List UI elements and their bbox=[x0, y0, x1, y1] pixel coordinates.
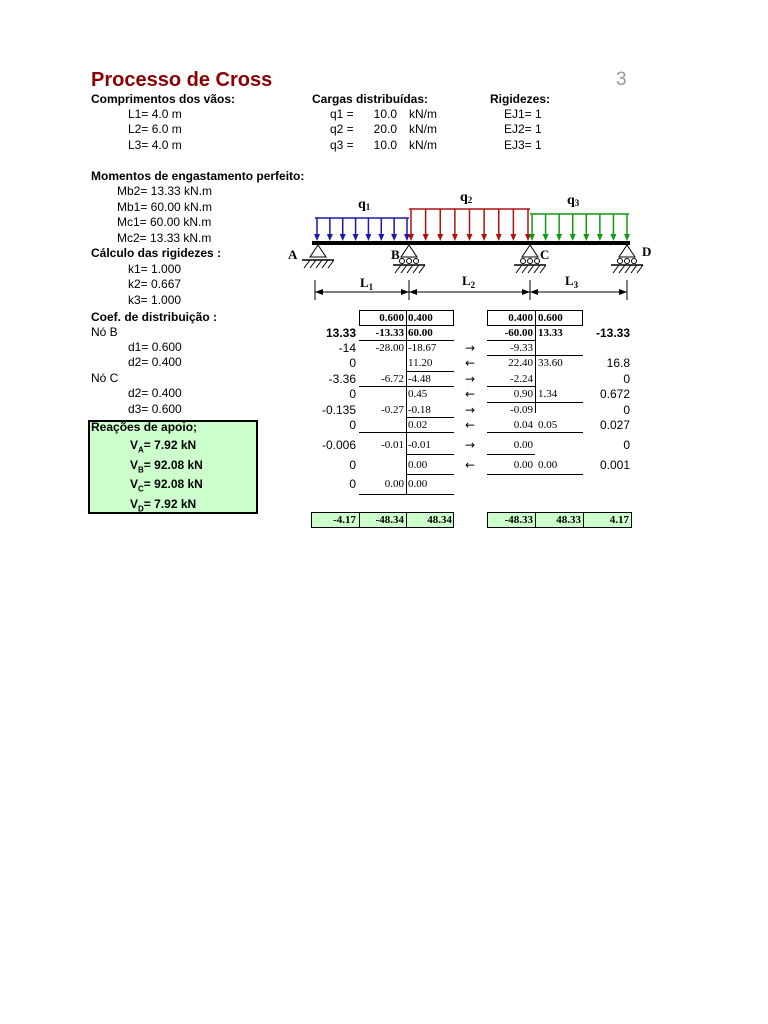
support-label-c: C bbox=[540, 247, 550, 262]
node-c-label: Nó C bbox=[91, 371, 119, 385]
table-rule bbox=[359, 386, 454, 387]
table-cell: 0.02 bbox=[408, 419, 428, 431]
table-cell: 0.90 bbox=[513, 388, 533, 400]
total-cell: -48.34 bbox=[375, 514, 404, 526]
transfer-arrow: ← bbox=[464, 356, 476, 370]
moment-mb1: Mb1= 60.00 kN.m bbox=[117, 200, 213, 214]
load-arrow-head bbox=[391, 234, 397, 241]
support-label-b: B bbox=[391, 247, 400, 262]
table-rule bbox=[487, 355, 583, 356]
total-cell: 48.34 bbox=[427, 514, 452, 526]
rigidity-k3: k3= 1.000 bbox=[128, 293, 182, 307]
stiffness-ej2: EJ2= 1 bbox=[504, 122, 542, 136]
loads-header: Cargas distribuídas: bbox=[312, 92, 429, 106]
load-arrow-head bbox=[496, 234, 502, 241]
node-b-d2: d2= 0.400 bbox=[128, 355, 182, 369]
transfer-arrow: → bbox=[464, 438, 476, 452]
load-label: q1 = bbox=[330, 107, 354, 121]
load-arrow-head bbox=[529, 234, 535, 241]
moment-mc2: Mc2= 13.33 kN.m bbox=[117, 231, 212, 245]
table-cell: 0.45 bbox=[408, 388, 428, 400]
table-rule bbox=[406, 454, 454, 455]
table-cell: -0.01 bbox=[381, 439, 404, 451]
reaction-vc: $V_C= 92.08$ kN bbox=[130, 477, 203, 494]
table-cell: 1.34 bbox=[538, 388, 558, 400]
load-unit: kN/m bbox=[409, 138, 437, 152]
table-cell: 13.33 bbox=[325, 326, 356, 340]
q2-label: q2 bbox=[460, 190, 473, 205]
load-label: q2 = bbox=[330, 122, 354, 136]
table-cell: 0 bbox=[623, 372, 630, 386]
load-arrow-head bbox=[408, 234, 414, 241]
load-arrow-head bbox=[314, 234, 320, 241]
load-arrow-head bbox=[423, 234, 429, 241]
span-label-l1: $L_1$ bbox=[360, 275, 374, 292]
load-arrow-head bbox=[452, 234, 458, 241]
total-cell: -48.33 bbox=[504, 514, 533, 526]
table-rule bbox=[359, 494, 454, 495]
moment-mc1: Mc1= 60.00 kN.m bbox=[117, 215, 212, 229]
q3-label: q3 bbox=[567, 193, 580, 208]
load-arrow-head bbox=[378, 234, 384, 241]
beam-diagram bbox=[0, 0, 768, 310]
table-rule bbox=[487, 386, 535, 387]
table-cell: 0.00 bbox=[384, 478, 404, 490]
table-cell: 0 bbox=[349, 477, 356, 491]
dist-coef: 0.400 bbox=[508, 312, 533, 324]
table-cell: 0.001 bbox=[599, 458, 630, 472]
span-l3: L3= 4.0 m bbox=[128, 138, 182, 152]
table-rule bbox=[359, 432, 454, 433]
table-cell: 0 bbox=[349, 458, 356, 472]
load-q3-arrows bbox=[529, 214, 630, 241]
load-arrow-head bbox=[467, 234, 473, 241]
total-cell: 4.17 bbox=[609, 514, 629, 526]
node-c-d2: d2= 0.400 bbox=[128, 386, 182, 400]
load-arrow-head bbox=[481, 234, 487, 241]
table-rule bbox=[406, 417, 454, 418]
load-label: q3 = bbox=[330, 138, 354, 152]
transfer-arrow: ← bbox=[464, 418, 476, 432]
table-rule bbox=[406, 474, 454, 475]
load-unit: kN/m bbox=[409, 122, 437, 136]
coef-header: Coef. de distribuição : bbox=[91, 310, 218, 324]
rigidity-k2: k2= 0.667 bbox=[128, 277, 182, 291]
transfer-arrow: → bbox=[464, 403, 476, 417]
load-arrow-head bbox=[597, 234, 603, 241]
table-cell: 0 bbox=[349, 418, 356, 432]
table-cell: 0.00 bbox=[513, 439, 533, 451]
table-cell: 0.00 bbox=[408, 478, 428, 490]
table-cell: -0.09 bbox=[510, 404, 533, 416]
load-q1-arrows bbox=[314, 218, 410, 241]
load-q2-arrows bbox=[408, 209, 531, 241]
dist-coef: 0.600 bbox=[538, 312, 563, 324]
span-label-l2: $L_2$ bbox=[462, 273, 476, 290]
stiffness-ej3: EJ3= 1 bbox=[504, 138, 542, 152]
table-cell: -0.27 bbox=[381, 404, 404, 416]
table-cell: -13.33 bbox=[375, 327, 404, 339]
table-cell: 0.00 bbox=[513, 459, 533, 471]
load-arrow-head bbox=[570, 234, 576, 241]
load-arrow-head bbox=[437, 234, 443, 241]
table-rule bbox=[406, 371, 454, 372]
span-l2: L2= 6.0 m bbox=[128, 122, 182, 136]
table-cell: -0.01 bbox=[408, 439, 431, 451]
table-cell: 0 bbox=[623, 438, 630, 452]
table-cell: 0 bbox=[349, 387, 356, 401]
span-l1: L1= 4.0 m bbox=[128, 107, 182, 121]
rigidity-k1: k1= 1.000 bbox=[128, 262, 182, 276]
table-cell: 0.04 bbox=[513, 419, 533, 431]
transfer-arrow: → bbox=[464, 341, 476, 355]
table-cell: 16.8 bbox=[606, 356, 630, 370]
load-arrow-head bbox=[583, 234, 589, 241]
load-arrow-head bbox=[327, 234, 333, 241]
load-value: 20.0 bbox=[373, 122, 397, 136]
reactions-box bbox=[88, 420, 258, 514]
load-arrow-head bbox=[340, 234, 346, 241]
table-cell: 60.00 bbox=[408, 327, 433, 339]
span-label-l3: $L_3$ bbox=[565, 273, 579, 290]
moment-mb2: Mb2= 13.33 kN.m bbox=[117, 184, 213, 198]
moments-header: Momentos de engastamento perfeito: bbox=[91, 169, 305, 183]
table-rule bbox=[487, 432, 583, 433]
page-title: Processo de Cross bbox=[91, 69, 273, 91]
stiffness-header: Rigidezes: bbox=[490, 92, 551, 106]
q1-label: q1 bbox=[358, 197, 371, 212]
table-cell: -60.00 bbox=[504, 327, 533, 339]
load-arrow-head bbox=[365, 234, 371, 241]
table-cell: 22.40 bbox=[508, 357, 533, 369]
dist-coef: 0.600 bbox=[379, 312, 404, 324]
load-arrow-head bbox=[543, 234, 549, 241]
node-c-d3: d3= 0.600 bbox=[128, 402, 182, 416]
load-value: 10.0 bbox=[373, 138, 397, 152]
load-unit: kN/m bbox=[409, 107, 437, 121]
table-cell: 0.05 bbox=[538, 419, 558, 431]
table-cell: 0.00 bbox=[408, 459, 428, 471]
table-cell: 13.33 bbox=[538, 327, 563, 339]
table-cell: -14 bbox=[338, 341, 356, 355]
table-rule bbox=[487, 340, 535, 341]
table-cell: -18.67 bbox=[408, 342, 437, 354]
table-rule bbox=[487, 474, 583, 475]
node-b-d1: d1= 0.600 bbox=[128, 340, 182, 354]
table-rule bbox=[487, 402, 583, 403]
support-d bbox=[611, 245, 643, 273]
reaction-vd: $V_D= 7.92$ kN bbox=[130, 497, 197, 514]
table-cell: 0.00 bbox=[538, 459, 558, 471]
load-arrow-head bbox=[510, 234, 516, 241]
table-cell: 33.60 bbox=[538, 357, 563, 369]
load-value: 10.0 bbox=[373, 107, 397, 121]
table-cell: 11.20 bbox=[408, 357, 433, 369]
reaction-va: $V_A= 7.92$ kN bbox=[130, 438, 197, 455]
rigidity-header: Cálculo das rigidezes : bbox=[91, 246, 222, 260]
reactions-header: Reações de apoio; bbox=[91, 420, 198, 434]
transfer-arrow: ← bbox=[464, 458, 476, 472]
table-cell: 0 bbox=[623, 403, 630, 417]
support-a bbox=[302, 245, 334, 268]
table-cell: -3.36 bbox=[328, 372, 356, 386]
total-cell: 48.33 bbox=[556, 514, 581, 526]
load-arrow-head bbox=[624, 234, 630, 241]
load-arrow-head bbox=[353, 234, 359, 241]
table-cell: -0.135 bbox=[321, 403, 356, 417]
table-cell: -0.006 bbox=[321, 438, 356, 452]
table-cell: -0.18 bbox=[408, 404, 431, 416]
spans-header: Comprimentos dos vãos: bbox=[91, 92, 236, 106]
table-rule bbox=[359, 340, 454, 341]
table-cell: -4.48 bbox=[408, 373, 431, 385]
table-cell: -6.72 bbox=[381, 373, 404, 385]
table-cell: -2.24 bbox=[510, 373, 533, 385]
load-arrow-head bbox=[610, 234, 616, 241]
support-label-d: D bbox=[642, 244, 652, 259]
reaction-vb: $V_B= 92.08$ kN bbox=[130, 458, 203, 475]
table-cell: -28.00 bbox=[375, 342, 404, 354]
load-arrow-head bbox=[556, 234, 562, 241]
transfer-arrow: → bbox=[464, 372, 476, 386]
stiffness-ej1: EJ1= 1 bbox=[504, 107, 542, 121]
table-cell: 0 bbox=[349, 356, 356, 370]
dist-coef: 0.400 bbox=[408, 312, 433, 324]
node-b-label: Nó B bbox=[91, 325, 118, 339]
table-cell: 0.672 bbox=[599, 387, 630, 401]
table-cell: -9.33 bbox=[510, 342, 533, 354]
transfer-arrow: ← bbox=[464, 387, 476, 401]
total-cell: -4.17 bbox=[333, 514, 356, 526]
support-label-a: A bbox=[288, 247, 298, 262]
table-cell: -13.33 bbox=[595, 326, 630, 340]
table-rule bbox=[487, 454, 535, 455]
page-number: 3 bbox=[616, 69, 627, 90]
table-cell: 0.027 bbox=[599, 418, 630, 432]
